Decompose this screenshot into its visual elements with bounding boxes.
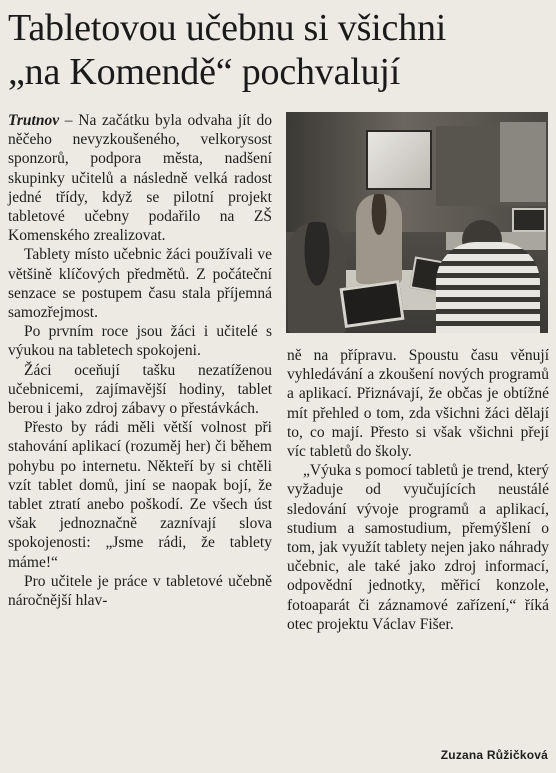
- lead-paragraph: Trutnov – Na začátku byla odvaha jít do něčeho nevyzkoušeného, velkorysost sponzorů, podpora města, nadšení skupinky učitelů a následně velká radost jedné třídy, když se pilotní projekt tabletové učebny podařilo na ZŠ Komenského zrealizovat.: [8, 112, 273, 245]
- paragraph: Žáci oceňují tašku nezatíženou učebnicemi, zajímavější hodiny, tablet berou i jako zdroj zábavy o přestávkách.: [8, 361, 272, 418]
- headline-line-2: „na Komendě“ pochvalují: [8, 51, 401, 93]
- article-column-2: [287, 346, 549, 634]
- classroom-photo: [286, 112, 548, 333]
- headline-line-1: Tabletovou učebnu si všichni: [8, 7, 447, 49]
- article-column-1: [8, 111, 272, 610]
- paragraph: ně na přípravu. Spoustu času věnují vyhledávání a zkoušení nových programů a aplikací. Přiznávají, že občas je obtížné mít přehled o tom, zda všichni žáci dělají to, co mají. Přesto si však všichni přejí víc tabletů do školy.: [287, 347, 549, 461]
- paragraph: Přesto by rádi měli větší volnost při stahování aplikací (rozuměj her) či během pohybu po internetu. Někteří by si chtěli vzít tablet domů, jiní se naopak bojí, že tablet ztratí anebo poškodí. Ze všech úst však jednoznačně zaznívají slova spokojenosti: „Jsme rádi, že tablety máme!“: [8, 419, 272, 571]
- author-byline: Zuzana Růžičková: [440, 748, 548, 762]
- dateline: Trutnov: [8, 112, 60, 129]
- paragraph: Tablety místo učebnic žáci používali ve většině klíčových předmětů. Z počáteční senzace se postupem času stala příjemná samozřejmost.: [8, 246, 272, 322]
- paragraph: Pro učitele je práce v tabletové učebně náročnější hlav-: [8, 572, 272, 610]
- article-headline: [8, 6, 552, 94]
- paragraph: „Výuka s pomocí tabletů je trend, který vyžaduje od vyučujících neustálé sledování vývoje programů a aplikací, studium a samostudium, přemýšlení o tom, jak využít tablety nejen jako náhrady učebnic, ale také jako zdroj informací, odpovědní jednotky, měřicí konzole, fotoaparát či záznamové zařízení,“ říká otec projektu Václav Fišer.: [287, 462, 549, 633]
- projector-screen: [366, 130, 432, 190]
- paragraph: Po prvním roce jsou žáci i učitelé s výukou na tabletech spokojeni.: [8, 323, 272, 360]
- tablet-device: [340, 280, 405, 328]
